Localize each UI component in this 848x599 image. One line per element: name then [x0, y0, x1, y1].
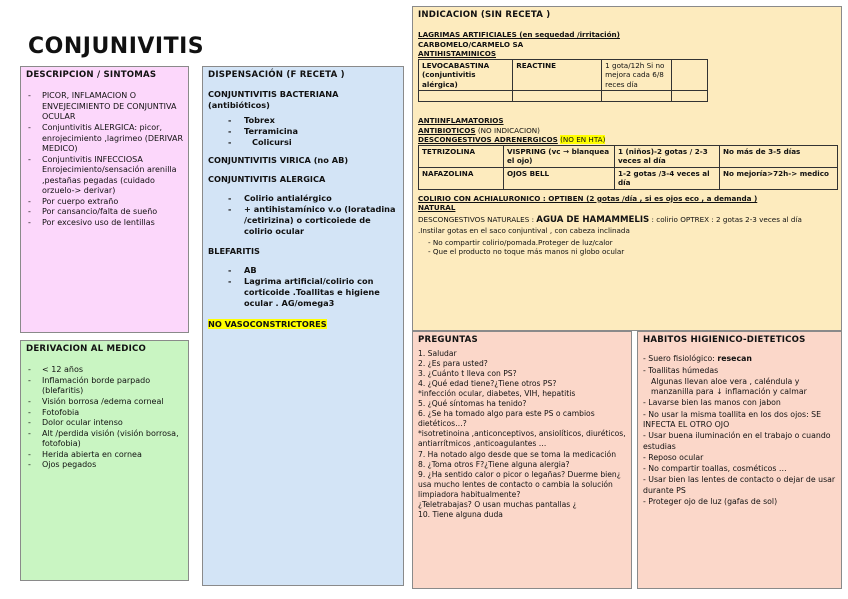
descongestivos-title: DESCONGESTIVOS ADRENERGICOS [418, 135, 558, 145]
bacteriana-title: CONJUNTIVITIS BACTERIANA [208, 89, 339, 100]
no-hta-highlight: (NO EN HTA) [560, 135, 606, 145]
list-item: - Alt /perdida visión (visión borrosa, fotofobia) [26, 429, 183, 450]
list-item: - Usar bien las lentes de contacto o dejar de usar durante PS [643, 475, 836, 495]
habitos-box [637, 331, 842, 589]
list-item: No compartir colirio/pomada.Proteger de luz/calor [432, 237, 613, 247]
list-item: 6. ¿Se ha tomado algo para este PS o cambios dietéticos…? [418, 409, 595, 429]
table-cell: OJOS BELL [504, 167, 615, 189]
antihistaminicos-table [418, 59, 708, 103]
list-item: - Colicursi [208, 137, 398, 148]
no-indicacion-text: (NO INDICACION) [477, 125, 540, 135]
table-cell: NAFAZOLINA [419, 167, 504, 189]
list-item: 7. Ha notado algo desde que se toma la medicación [418, 449, 617, 459]
table-cell: No más de 3-5 días [720, 145, 838, 167]
derivacion-box [20, 340, 189, 581]
list-item: - Por cansancio/falta de sueño [26, 207, 183, 218]
table-cell: LEVOCABASTINA (conjuntivitis alérgica) [419, 59, 513, 91]
list-item: - Por excesivo uso de lentillas [26, 218, 183, 229]
hamamelis-text: AGUA DE HAMAMMELIS [536, 214, 650, 225]
dispensacion-box [202, 66, 404, 586]
table-cell [419, 91, 513, 102]
list-item: 4. ¿Qué edad tiene?¿Tiene otros PS? [418, 379, 557, 389]
blefaritis-title: BLEFARITIS [208, 246, 260, 257]
natural-title: NATURAL [418, 203, 456, 213]
antihistaminicos-title: ANTIHISTAMINICOS [418, 49, 497, 59]
table-cell: No mejoría>72h-> medico [720, 167, 838, 189]
list-item: - Dolor ocular intenso [26, 418, 183, 429]
list-item [643, 354, 836, 364]
list-item: 10. Tiene alguna duda [418, 509, 503, 519]
list-item: 1. Saludar [418, 349, 457, 359]
page-title: CONJUNIVITIS [28, 34, 205, 59]
list-item: - PICOR, INFLAMACION O ENVEJECIMIENTO DE CONJUNTIVA OCULAR [26, 91, 183, 123]
list-item: - No usar la misma toallita en los dos ojos: SE INFECTA EL OTRO OJO [643, 409, 822, 430]
table-row [419, 145, 838, 167]
list-item: - Tobrex [208, 115, 398, 126]
natural-note-1: - No compartir colirio/pomada.Proteger de luz/calor [428, 237, 613, 247]
list-item: - + antihistamínico v.o (loratadina /cetirizina) o corticoiede de colirio ocular [208, 204, 398, 236]
suero-bold: resecan [717, 354, 752, 364]
table-row [419, 59, 708, 91]
table-cell [513, 91, 602, 102]
table-row [419, 91, 708, 102]
table-cell: 1-2 gotas /3-4 veces al día [615, 167, 720, 189]
lagrimas-title: LAGRIMAS ARTIFICIALES (en sequedad /irritación) [418, 30, 620, 40]
antiinflamatorios-title: ANTIINFLAMATORIOS [418, 116, 504, 126]
list-item: 8. ¿Toma otros F?¿Tiene alguna alergia? [418, 459, 570, 469]
descongestivos-naturales-label: DESCONGESTIVOS NATURALES : [418, 214, 534, 224]
table-cell: TETRIZOLINA [419, 145, 504, 167]
indicacion-header: INDICACION (SIN RECETA ) [418, 10, 551, 20]
carbomelo-text: CARBOMELO/CARMELO SA [418, 39, 524, 49]
table-cell: 1 (niños)-2 gotas / 2-3 veces al día [615, 145, 720, 167]
list-item: - Colirio antialérgico [208, 193, 398, 204]
list-item: - Inflamación borde parpado (blefaritis) [26, 376, 183, 397]
table-cell [671, 59, 707, 91]
virica-title: CONJUNTIVITIS VIRICA (no AB) [208, 155, 349, 166]
list-item: - AB [208, 265, 398, 276]
antibioticos-title: ANTIBIOTICOS [418, 125, 476, 135]
list-item: - Proteger ojo de luz (gafas de sol) [643, 497, 778, 506]
alergica-title: CONJUNTIVITIS ALERGICA [208, 174, 326, 185]
natural-note-2: - Que el producto no toque más manos ni globo ocular [428, 247, 625, 257]
no-vasoconstrictores: NO VASOCONSTRICTORES [208, 318, 327, 329]
list-item: Que el producto no toque más manos ni globo ocular [432, 247, 625, 257]
table-cell: 1 gota/12h Si no mejora cada 6/8 reces día [602, 59, 672, 91]
table-cell: REACTINE [513, 59, 602, 91]
list-item: - Ojos pegados [26, 460, 183, 471]
list-item: - Herida abierta en cornea [26, 450, 183, 461]
table-cell [671, 91, 707, 102]
descripcion-header: DESCRIPCION / SINTOMAS [26, 70, 157, 80]
optrex-text: : colirio OPTREX : 2 gotas 2-3 veces al día [651, 214, 802, 224]
list-item: *isotretinoina ,anticonceptivos, ansiolíticos, diuréticos, antiarrítmicos ,anticoagulantes … [418, 429, 626, 449]
dispensacion-header: DISPENSACIÓN (F RECETA ) [208, 70, 345, 80]
list-item: Algunas llevan aloe vera , caléndula y manzanilla para ↓ inflamación y calmar [651, 376, 807, 397]
descongestivos-table [418, 145, 838, 190]
list-item: 2. ¿Es para usted? [418, 359, 488, 369]
list-item: - Por cuerpo extraño [26, 197, 183, 208]
preguntas-box [412, 331, 632, 589]
descripcion-box [20, 66, 189, 333]
indicacion-box [412, 6, 842, 331]
preguntas-header: PREGUNTAS [418, 335, 478, 345]
list-item: 5. ¿Qué síntomas ha tenido? [418, 399, 527, 409]
list-item: - Conjuntivitis INFECCIOSA Enrojecimiento/sensación arenilla ,pestañas pegadas (cuidado orzuelo-> derivar) [26, 155, 183, 197]
list-item: 9. ¿Ha sentido calor o picor o legañas? Duerme bien¿ usa mucho lentes de contacto o cambia la solución limpiadora habitualmente? [418, 469, 621, 499]
colirio-text: COLIRIO CON ACHIALURONICO : OPTIBEN (2 gotas /día , si es ojos eco , a demanda ) [418, 193, 758, 203]
list-item: - Fotofobia [26, 408, 183, 419]
list-item: - Visión borrosa /edema corneal [26, 397, 183, 408]
list-item: - Lavarse bien las manos con jabon [643, 398, 781, 408]
list-item: - Toallitas húmedas [643, 365, 719, 375]
list-item: - < 12 años [26, 365, 183, 376]
list-item: ¿Teletrabajas? O usan muchas pantallas ¿ [418, 499, 577, 509]
list-item: *infección ocular, diabetes, VIH, hepatitis [418, 389, 576, 399]
instilar-text: .Instilar gotas en el saco conjuntival , con cabeza inclinada [418, 226, 630, 236]
list-item: - No compartir toallas, cosméticos … [643, 464, 787, 474]
table-cell: VISPRING (vc → blanquea el ojo) [504, 145, 615, 167]
list-item: - Reposo ocular [643, 452, 704, 462]
list-item: - Lagrima artificial/colirio con corticoide .Toallitas e higiene ocular . AG/omega3 [208, 276, 398, 308]
list-item: - Terramicina [208, 126, 398, 137]
list-item: - Usar buena iluminación en el trabajo o cuando estudias [643, 431, 831, 451]
list-item: - Conjuntivitis ALERGICA: picor, enrojecimiento ,lagrimeo (DERIVAR MEDICO) [26, 123, 183, 155]
list-item: 3. ¿Cuánto t lleva con PS? [418, 369, 517, 379]
table-cell [602, 91, 672, 102]
bacteriana-subtitle: (antibióticos) [208, 100, 270, 111]
habitos-header: HABITOS HIGIENICO-DIETETICOS [643, 335, 806, 345]
derivacion-header: DERIVACION AL MEDICO [26, 344, 147, 354]
suero-text: - Suero fisiológico: [643, 354, 715, 364]
table-row [419, 167, 838, 189]
